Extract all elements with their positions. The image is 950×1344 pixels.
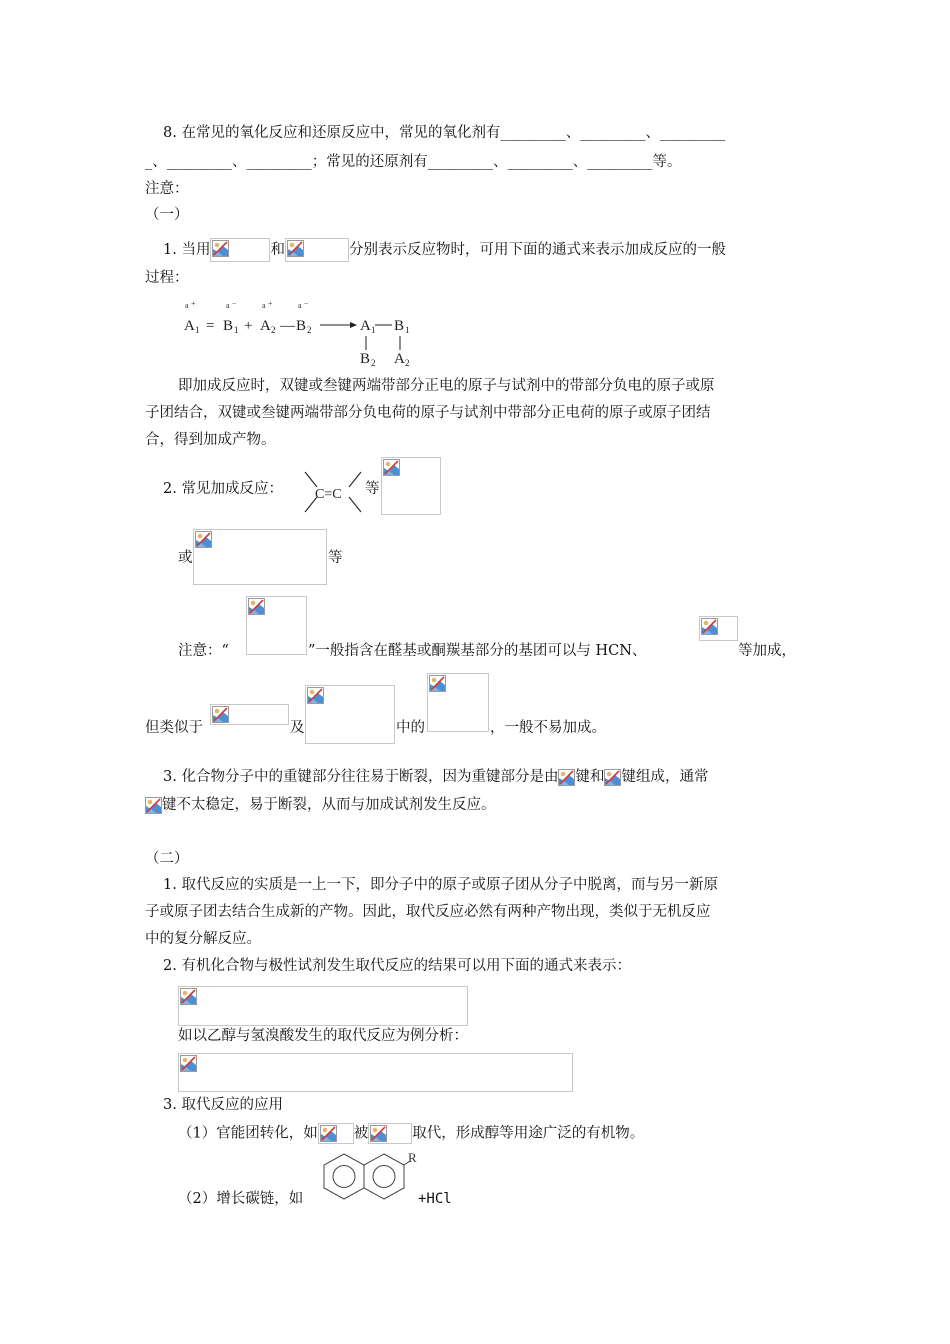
eq-partial-plus-2: + [268,300,273,308]
section-2-label: （二） [145,851,189,867]
benzene-ring-right-inner [373,1166,395,1188]
broken-image-icon [212,240,229,257]
biphenyl-structure [318,1150,418,1216]
broken-image-carbonyl [193,529,327,585]
broken-image-icon [195,531,212,548]
question-8-line-2: _、_________、_________；常见的还原剂有_________、_________、_________等。 [145,154,682,170]
question-8-line-1: 8. 在常见的氧化反应和还原反应中，常见的氧化剂有_________、_________、_________ [163,125,726,141]
sec1-para1-line1 [163,238,726,262]
broken-image-ethanol-hbr [178,1053,573,1092]
eq-partial-a2: a [262,301,266,310]
eq-prod-a2-sub: 2 [405,358,410,368]
eq-plus: + [244,318,253,334]
broken-image-icon [429,675,446,692]
benzene-ring-left-inner [333,1166,355,1188]
cc-label: C=C [315,487,342,502]
eq-partial-minus-2: − [304,300,309,308]
broken-image-icon [383,459,400,476]
sec1-para5-end: ，一般不易加成。 [490,720,606,736]
cc-double-bond-structure [303,470,363,514]
sec1-para2-line3: 合，得到加成产物。 [145,432,276,448]
broken-image-icon [701,618,718,635]
sec1-para3-deng-2: 等 [328,550,343,566]
text: 3. 化合物分子中的重键部分往往易于断裂，因为重键部分是由 [163,769,559,785]
broken-image-pi-bond-icon [145,797,162,814]
eq-prod-b1-sub: 1 [405,325,410,335]
eq-prod-b2: B [360,351,371,367]
text: 被 [353,1125,369,1142]
eq-a2: A [260,318,271,334]
broken-image-icon [320,1125,337,1142]
eq-a2-sub: 2 [271,325,276,335]
sec2-para2: 2. 有机化合物与极性试剂发生取代反应的结果可以用下面的通式来表示： [163,958,631,974]
text: 取代，形成醇等用途广泛的有机物。 [412,1125,645,1142]
broken-image-icon [307,687,324,704]
text: 键不太稳定，易于断裂，从而与加成试剂发生反应。 [162,797,496,813]
sec2-para1-line2: 子或原子团去结合生成新的产物。因此，取代反应必然有两种产物出现，类似于无机反应 [145,904,711,920]
addition-general-equation [182,300,422,370]
eq-prod-a2: A [394,351,405,367]
section-1-label: （一） [145,207,189,223]
sec1-para4-start: 注意：“ [178,643,229,659]
eq-partial-a1: a [185,301,189,310]
broken-image-triple-bond [381,457,441,515]
broken-image-carbonyl-group [246,596,307,655]
broken-image-reactant-a [210,238,270,262]
sec2-para5 [178,1123,644,1144]
eq-prod-b1: B [394,318,405,334]
broken-image-icon [287,240,304,257]
sec1-para2-line1: 即加成反应时，双键或叁键两端带部分正电的原子与试剂中的带部分负电的原子或原 [178,378,715,394]
text: 分别表示反应物时，可用下面的通式来表示加成反应的一般 [348,242,726,258]
eq-single-bond: — [280,318,295,334]
text: 和 [270,242,285,258]
sec2-para3: 如以乙醇与氢溴酸发生的取代反应为例分析： [178,1028,468,1044]
sec1-para3-deng: 等 [365,481,380,497]
eq-b2: B [296,318,307,334]
benzene-ring-right [364,1154,404,1199]
broken-image-sigma-icon [558,769,575,786]
broken-image-reagent [699,616,738,641]
broken-image-icon [180,988,197,1005]
broken-image-amide [305,685,395,744]
broken-image-ester [210,704,289,725]
benzene-ring-left [324,1154,364,1199]
sec1-para2-line2: 子团结合，双键或叁键两端带部分负电荷的原子与试剂中带部分正电荷的原子或原子团结 [145,405,711,421]
broken-image-reactant-b [285,238,349,262]
text: 键组成，通常 [621,769,709,785]
text: 键和 [575,769,605,785]
sec1-para5-and: 及 [290,720,305,736]
sec1-para3-label: 2. 常见加成反应： [163,481,283,497]
sec1-para5-start: 但类似于 [145,720,203,736]
text: 1. 当用 [163,242,211,258]
r-group-label: R [408,1150,417,1165]
eq-arrow-head [350,322,357,328]
sec1-para4-middle: ”一般指含在醛基或酮羰基部分的基团可以与 HCN、 [308,643,647,659]
broken-image-hydroxyl [368,1123,412,1144]
broken-image-general-substitution [178,986,468,1026]
sec2-para1-line1: 1. 取代反应的实质是一上一下，即分子中的原子或原子团从分子中脱离，而与另一新原 [163,877,718,893]
text: （1）官能团转化，如 [178,1125,318,1142]
eq-partial-minus-1: − [232,300,237,308]
broken-image-pi-icon [604,769,621,786]
hcl-label: +HCl [418,1191,452,1207]
sec1-para4-end: 等加成， [738,643,796,659]
sec1-para6-line2 [145,795,496,815]
broken-image-icon [370,1125,387,1142]
broken-image-halogen [318,1123,354,1144]
sec1-para5-in: 中的 [396,720,425,736]
sec2-para4: 3. 取代反应的应用 [163,1097,283,1113]
eq-prod-a1-sub: 1 [371,325,376,335]
eq-double-bond: = [206,318,215,334]
eq-prod-a1: A [360,318,371,334]
broken-image-icon [180,1055,197,1072]
sec2-para1-line3: 中的复分解反应。 [145,931,261,947]
eq-b2-sub: 2 [307,325,312,335]
eq-partial-b1: a [226,301,230,310]
sec1-para6-line1 [163,767,708,787]
note-title: 注意： [145,181,189,197]
eq-prod-b2-sub: 2 [371,358,376,368]
eq-a1-sub: 1 [195,325,200,335]
broken-image-icon [248,598,265,615]
eq-a1: A [184,318,195,334]
sec1-para1-line2: 过程： [145,270,189,286]
eq-partial-plus-1: + [191,300,196,308]
sec2-para6: （2）增长碳链，如 [178,1191,304,1207]
eq-b1: B [223,318,234,334]
broken-image-group [427,673,489,732]
sec1-para3-or: 或 [178,550,193,566]
eq-partial-b2: a [298,301,302,310]
eq-b1-sub: 1 [234,325,239,335]
broken-image-icon [212,706,229,723]
